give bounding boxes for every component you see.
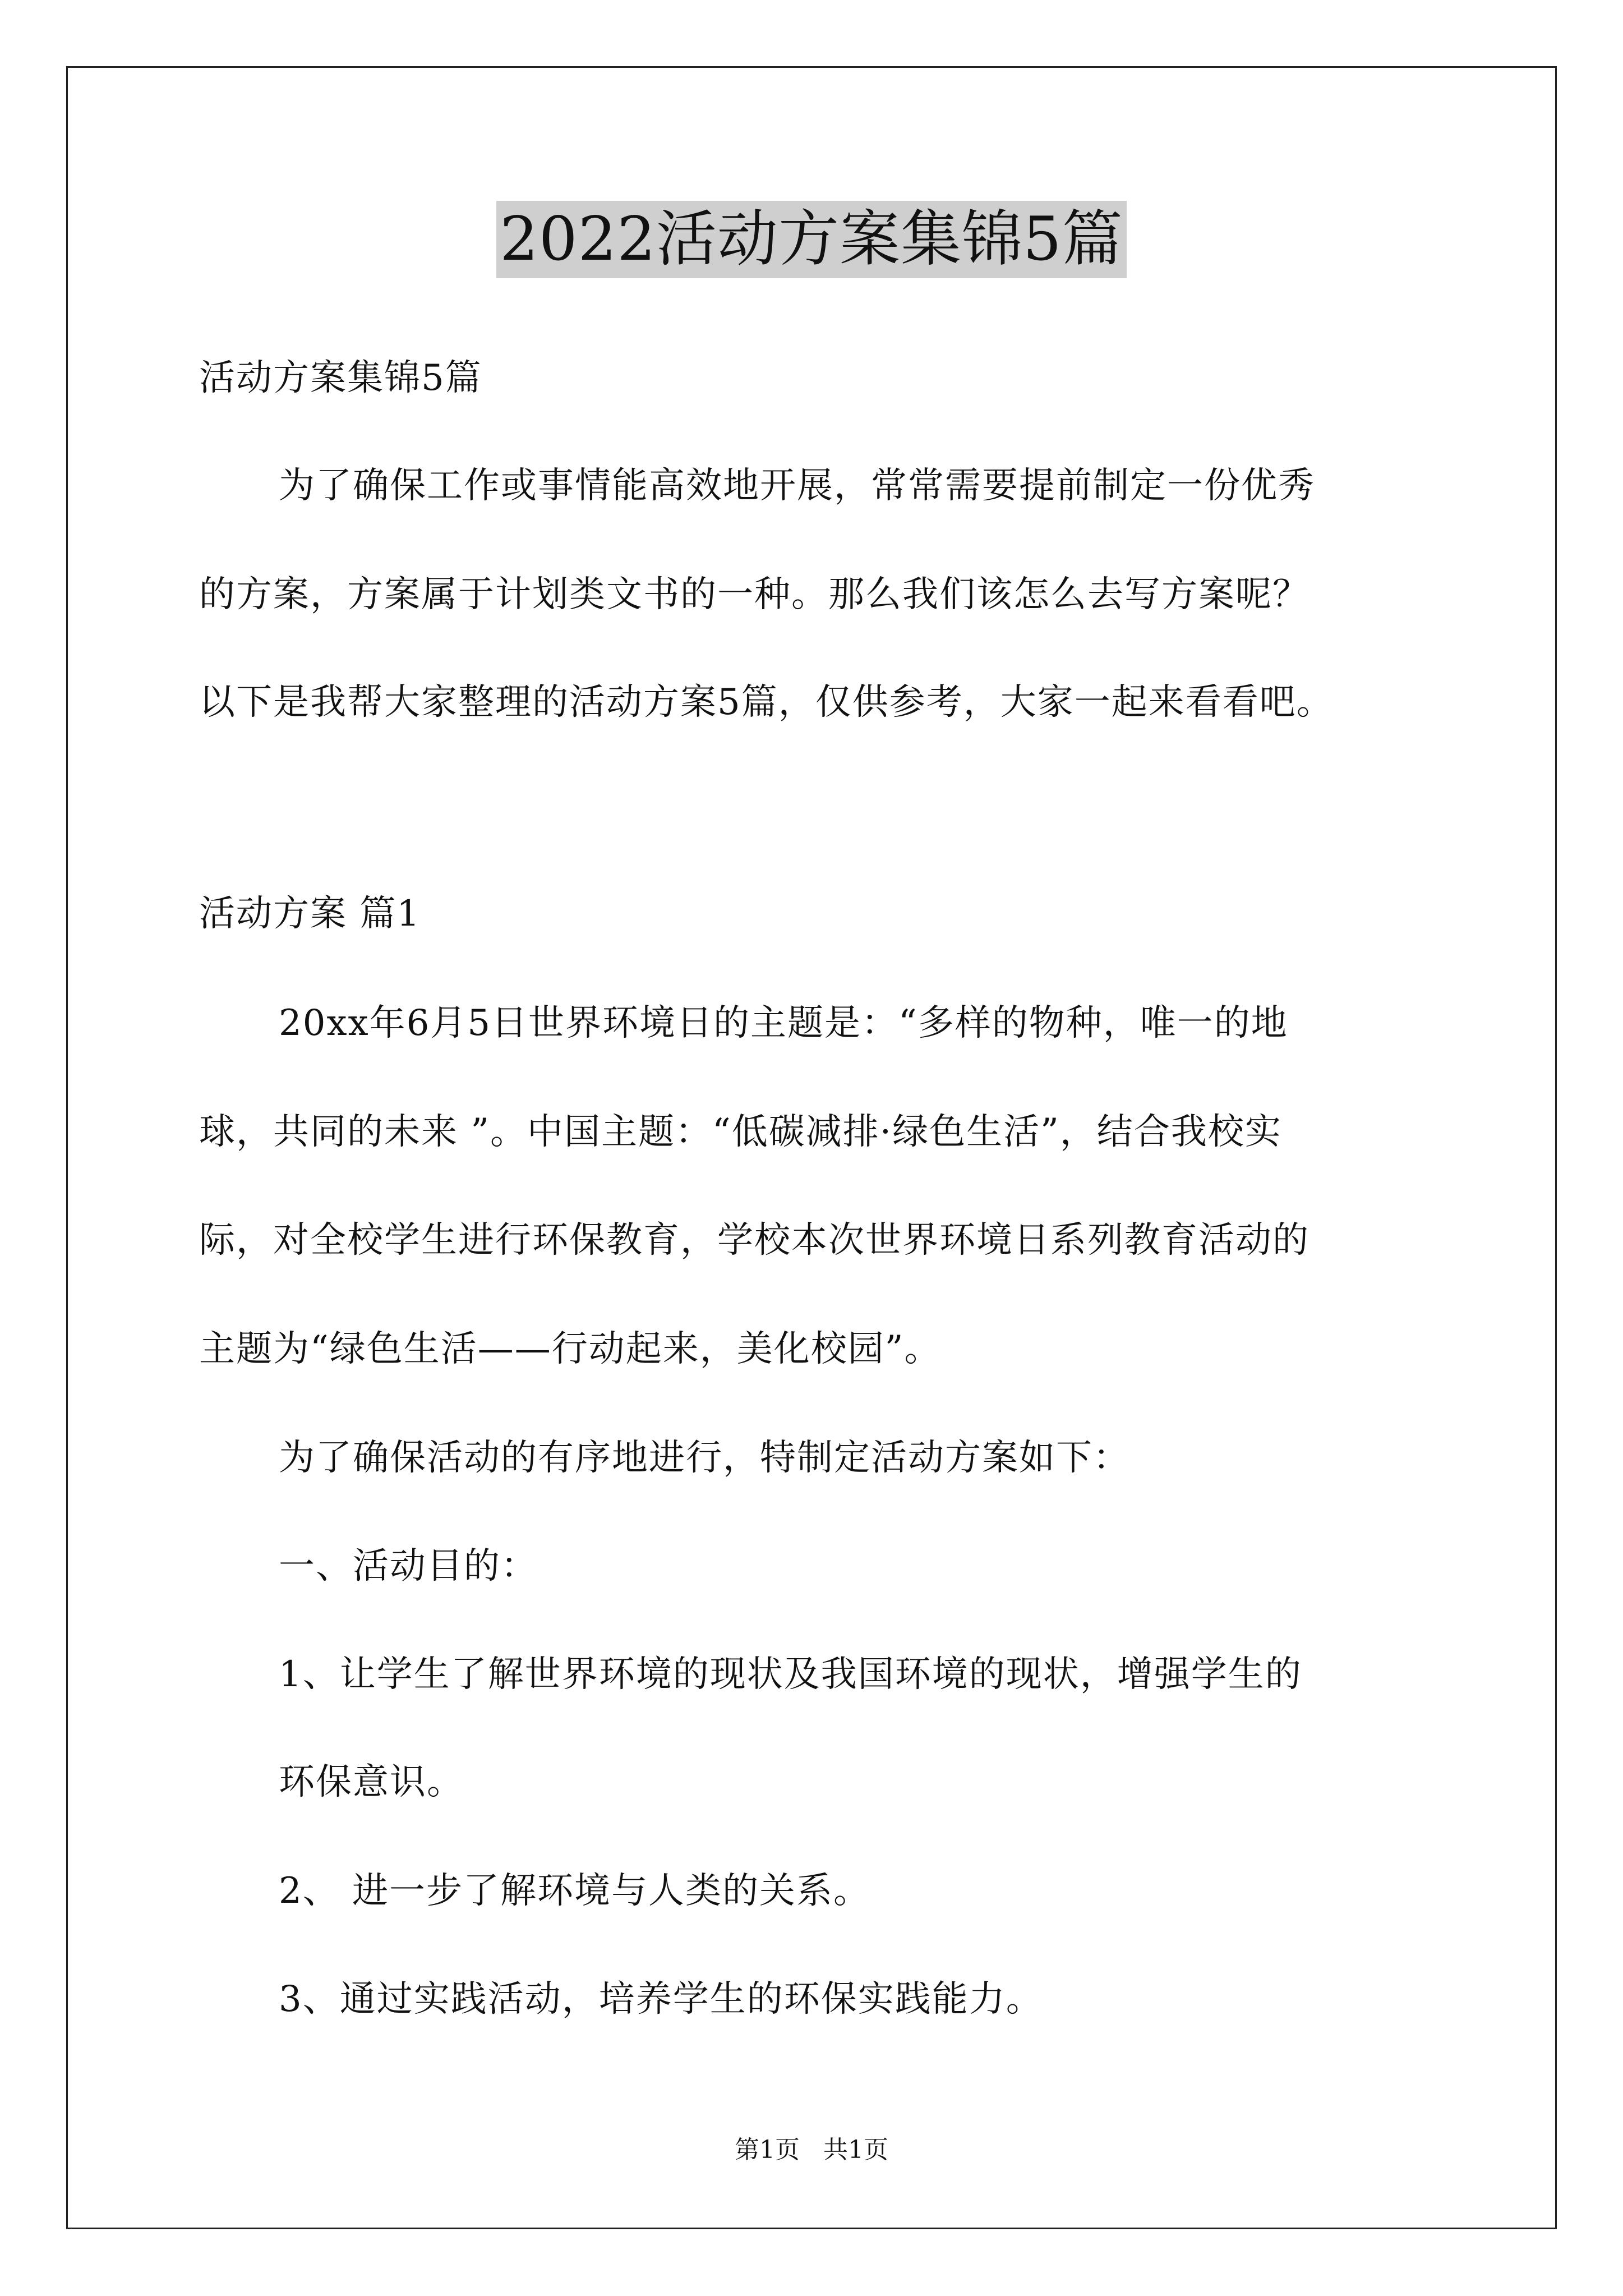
list-item-continuation: 环保意识。 xyxy=(279,1761,464,1803)
list-item: 1、让学生了解世界环境的现状及我国环境的现状，增强学生的 xyxy=(279,1654,1302,1695)
section-heading: 活动方案 篇1 xyxy=(199,893,421,935)
paragraph-line: 际，对全校学生进行环保教育，学校本次世界环境日系列教育活动的 xyxy=(199,1220,1310,1261)
page-number-footer: 第1页 共1页 xyxy=(735,2136,888,2164)
document-title-text: 2022活动方案集锦5篇 xyxy=(496,201,1127,278)
list-item: 2、 进一步了解环境与人类的关系。 xyxy=(279,1870,871,1912)
paragraph-line: 20xx年6月5日世界环境日的主题是：“多样的物种，唯一的地 xyxy=(279,1002,1288,1044)
paragraph-line: 为了确保工作或事情能高效地开展，常常需要提前制定一份优秀 xyxy=(279,465,1315,507)
paragraph-line: 以下是我帮大家整理的活动方案5篇，仅供参考，大家一起来看看吧。 xyxy=(199,682,1334,723)
list-heading: 一、活动目的： xyxy=(279,1545,538,1587)
paragraph-line: 主题为“绿色生活——行动起来，美化校园”。 xyxy=(199,1328,942,1370)
paragraph-line: 球，共同的未来 ”。中国主题：“低碳减排·绿色生活”，结合我校实 xyxy=(199,1111,1282,1153)
paragraph-line: 为了确保活动的有序地进行，特制定活动方案如下： xyxy=(279,1437,1130,1479)
paragraph-line: 的方案，方案属于计划类文书的一种。那么我们该怎么去写方案呢？ xyxy=(199,574,1310,615)
list-item: 3、通过实践活动，培养学生的环保实践能力。 xyxy=(279,1978,1043,2020)
subtitle-line: 活动方案集锦5篇 xyxy=(199,357,482,399)
document-title xyxy=(0,201,1623,278)
